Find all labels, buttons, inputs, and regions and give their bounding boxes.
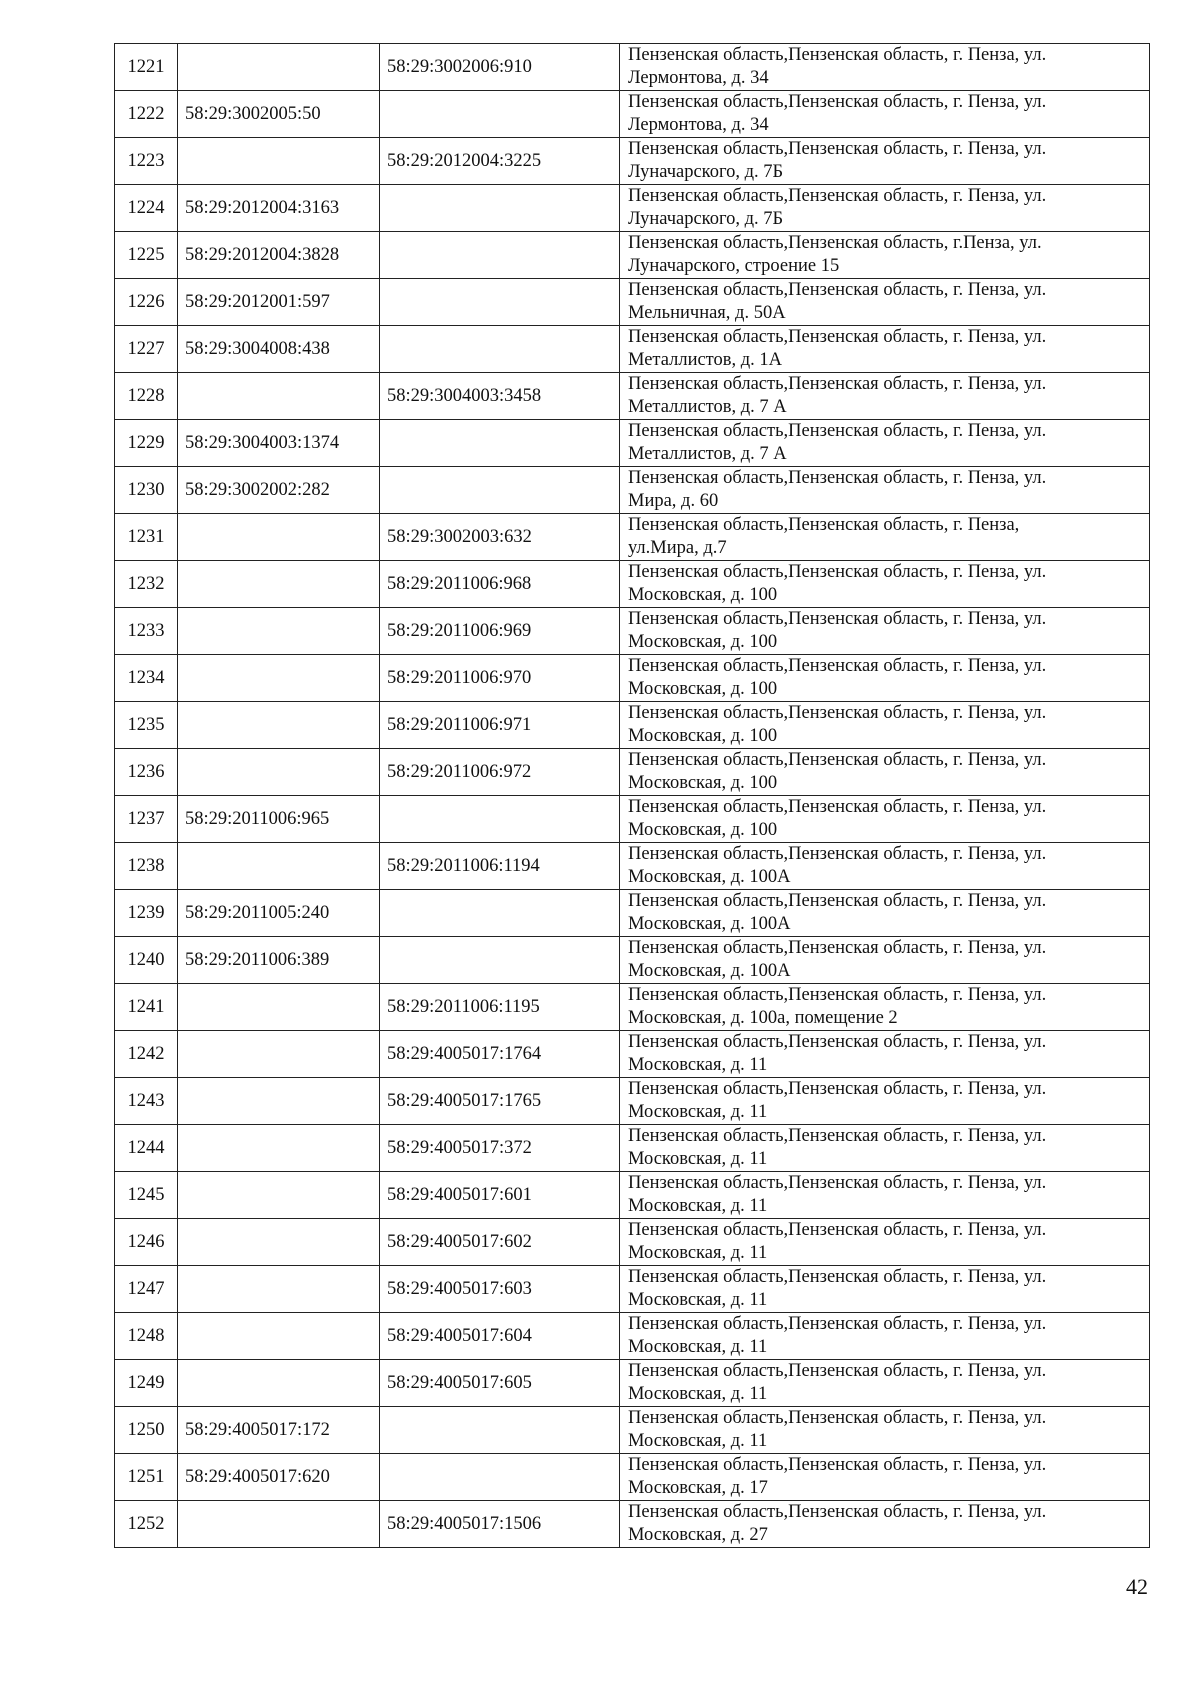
parcel-cadastral-cell — [178, 1219, 380, 1266]
address-cell — [620, 138, 1150, 185]
address-cell — [620, 1454, 1150, 1501]
address-line-2: Московская, д. 27 — [628, 1525, 768, 1545]
address-line-2: Луначарского, д. 7Б — [628, 209, 784, 229]
row-number-cell: 1234 — [115, 655, 178, 702]
address-line-2: Московская, д. 100 — [628, 820, 778, 840]
address-line-2: Московская, д. 11 — [628, 1055, 768, 1075]
table-row — [115, 655, 1150, 702]
building-cadastral-cell: 58:29:4005017:1765 — [380, 1078, 620, 1125]
parcel-cadastral-cell: 58:29:2012004:3828 — [178, 232, 380, 279]
row-number-cell: 1228 — [115, 373, 178, 420]
parcel-cadastral-cell — [178, 1313, 380, 1360]
row-number-cell: 1238 — [115, 843, 178, 890]
address-cell — [620, 561, 1150, 608]
address-line-2: Московская, д. 100 — [628, 726, 778, 746]
address-line-2: Московская, д. 100А — [628, 961, 791, 981]
row-number-cell: 1252 — [115, 1501, 178, 1548]
building-cadastral-cell — [380, 1454, 620, 1501]
address-line-1: Пензенская область,Пензенская область, г. Пенза, ул. — [628, 1126, 1047, 1146]
row-number-cell: 1224 — [115, 185, 178, 232]
address-line-1: Пензенская область,Пензенская область, г. Пенза, ул. — [628, 1502, 1047, 1522]
table-row — [115, 1454, 1150, 1501]
building-cadastral-cell: 58:29:2011006:1195 — [380, 984, 620, 1031]
row-number-cell: 1236 — [115, 749, 178, 796]
building-cadastral-cell — [380, 326, 620, 373]
parcel-cadastral-cell: 58:29:3002005:50 — [178, 91, 380, 138]
address-line-1: Пензенская область,Пензенская область, г. Пенза, ул. — [628, 45, 1047, 65]
parcel-cadastral-cell: 58:29:4005017:172 — [178, 1407, 380, 1454]
address-line-1: Пензенская область,Пензенская область, г. Пенза, ул. — [628, 1314, 1047, 1334]
address-cell — [620, 749, 1150, 796]
address-line-1: Пензенская область,Пензенская область, г. Пенза, ул. — [628, 92, 1047, 112]
address-cell — [620, 1501, 1150, 1548]
building-cadastral-cell: 58:29:2011006:972 — [380, 749, 620, 796]
table-row — [115, 1125, 1150, 1172]
parcel-cadastral-cell — [178, 843, 380, 890]
address-line-2: Лермонтова, д. 34 — [628, 115, 769, 135]
parcel-cadastral-cell — [178, 138, 380, 185]
row-number-cell: 1223 — [115, 138, 178, 185]
address-line-2: Московская, д. 11 — [628, 1290, 768, 1310]
table-row — [115, 232, 1150, 279]
row-number-cell: 1244 — [115, 1125, 178, 1172]
address-cell — [620, 702, 1150, 749]
table-row — [115, 561, 1150, 608]
page-number: 42 — [1126, 1574, 1148, 1599]
building-cadastral-cell: 58:29:2011006:971 — [380, 702, 620, 749]
address-line-1: Пензенская область,Пензенская область, г. Пенза, ул. — [628, 797, 1047, 817]
address-line-2: Московская, д. 11 — [628, 1102, 768, 1122]
row-number-cell: 1227 — [115, 326, 178, 373]
row-number-cell: 1231 — [115, 514, 178, 561]
address-line-1: Пензенская область,Пензенская область, г. Пенза, ул. — [628, 985, 1047, 1005]
address-line-1: Пензенская область,Пензенская область, г. Пенза, ул. — [628, 374, 1047, 394]
table-row — [115, 91, 1150, 138]
parcel-cadastral-cell: 58:29:2011006:389 — [178, 937, 380, 984]
building-cadastral-cell — [380, 279, 620, 326]
address-line-1: Пензенская область,Пензенская область, г. Пенза, ул. — [628, 1079, 1047, 1099]
address-cell — [620, 608, 1150, 655]
table-row — [115, 702, 1150, 749]
row-number-cell: 1247 — [115, 1266, 178, 1313]
address-line-1: Пензенская область,Пензенская область, г. Пенза, ул. — [628, 1220, 1047, 1240]
address-line-2: Мельничная, д. 50А — [628, 303, 786, 323]
parcel-cadastral-cell — [178, 702, 380, 749]
address-line-1: Пензенская область,Пензенская область, г. Пенза, ул. — [628, 609, 1047, 629]
parcel-cadastral-cell: 58:29:2012001:597 — [178, 279, 380, 326]
address-line-2: Московская, д. 11 — [628, 1196, 768, 1216]
building-cadastral-cell: 58:29:2011006:968 — [380, 561, 620, 608]
address-cell — [620, 373, 1150, 420]
parcel-cadastral-cell: 58:29:4005017:620 — [178, 1454, 380, 1501]
table-row — [115, 1219, 1150, 1266]
parcel-cadastral-cell — [178, 655, 380, 702]
address-cell — [620, 44, 1150, 91]
address-line-1: Пензенская область,Пензенская область, г. Пенза, ул. — [628, 139, 1047, 159]
parcel-cadastral-cell: 58:29:3004003:1374 — [178, 420, 380, 467]
address-line-1: Пензенская область,Пензенская область, г. Пенза, ул. — [628, 1408, 1047, 1428]
address-line-2: Металлистов, д. 7 А — [628, 397, 787, 417]
address-line-2: Московская, д. 11 — [628, 1337, 768, 1357]
table-row — [115, 1313, 1150, 1360]
address-line-1: Пензенская область,Пензенская область, г.Пенза, ул. — [628, 233, 1042, 253]
building-cadastral-cell: 58:29:2011006:969 — [380, 608, 620, 655]
address-cell — [620, 796, 1150, 843]
building-cadastral-cell: 58:29:4005017:372 — [380, 1125, 620, 1172]
parcel-cadastral-cell: 58:29:3004008:438 — [178, 326, 380, 373]
address-cell — [620, 984, 1150, 1031]
address-line-1: Пензенская область,Пензенская область, г. Пенза, ул. — [628, 1455, 1047, 1475]
table-row — [115, 1407, 1150, 1454]
table-row — [115, 326, 1150, 373]
address-line-2: Московская, д. 100А — [628, 867, 791, 887]
row-number-cell: 1251 — [115, 1454, 178, 1501]
address-cell — [620, 1125, 1150, 1172]
building-cadastral-cell: 58:29:4005017:602 — [380, 1219, 620, 1266]
row-number-cell: 1239 — [115, 890, 178, 937]
parcel-cadastral-cell — [178, 514, 380, 561]
table-row — [115, 1078, 1150, 1125]
table-row — [115, 937, 1150, 984]
parcel-cadastral-cell — [178, 984, 380, 1031]
address-line-1: Пензенская область,Пензенская область, г. Пенза, ул. — [628, 656, 1047, 676]
address-line-2: Луначарского, строение 15 — [628, 256, 840, 276]
address-line-2: Московская, д. 100 — [628, 632, 778, 652]
row-number-cell: 1249 — [115, 1360, 178, 1407]
address-line-2: Московская, д. 100 — [628, 773, 778, 793]
address-cell — [620, 1219, 1150, 1266]
building-cadastral-cell: 58:29:4005017:1506 — [380, 1501, 620, 1548]
address-line-2: Луначарского, д. 7Б — [628, 162, 784, 182]
table-row — [115, 843, 1150, 890]
address-cell — [620, 1172, 1150, 1219]
parcel-cadastral-cell: 58:29:2011006:965 — [178, 796, 380, 843]
building-cadastral-cell: 58:29:2012004:3225 — [380, 138, 620, 185]
address-cell — [620, 279, 1150, 326]
table-row — [115, 984, 1150, 1031]
address-cell — [620, 937, 1150, 984]
parcel-cadastral-cell — [178, 1031, 380, 1078]
address-line-1: Пензенская область,Пензенская область, г. Пенза, ул. — [628, 421, 1047, 441]
parcel-cadastral-cell — [178, 1172, 380, 1219]
building-cadastral-cell: 58:29:4005017:605 — [380, 1360, 620, 1407]
address-line-1: Пензенская область,Пензенская область, г. Пенза, ул. — [628, 280, 1047, 300]
address-cell — [620, 420, 1150, 467]
parcel-cadastral-cell — [178, 1501, 380, 1548]
building-cadastral-cell — [380, 937, 620, 984]
address-line-2: Московская, д. 11 — [628, 1243, 768, 1263]
address-line-1: Пензенская область,Пензенская область, г. Пенза, ул. — [628, 562, 1047, 582]
address-cell — [620, 326, 1150, 373]
row-number-cell: 1226 — [115, 279, 178, 326]
registry-table — [114, 43, 1150, 1548]
row-number-cell: 1222 — [115, 91, 178, 138]
table-row — [115, 467, 1150, 514]
row-number-cell: 1245 — [115, 1172, 178, 1219]
row-number-cell: 1225 — [115, 232, 178, 279]
parcel-cadastral-cell — [178, 749, 380, 796]
address-line-1: Пензенская область,Пензенская область, г. Пенза, ул. — [628, 1267, 1047, 1287]
address-cell — [620, 91, 1150, 138]
parcel-cadastral-cell — [178, 1360, 380, 1407]
address-cell — [620, 514, 1150, 561]
address-line-1: Пензенская область,Пензенская область, г. Пенза, ул. — [628, 891, 1047, 911]
building-cadastral-cell — [380, 420, 620, 467]
building-cadastral-cell: 58:29:2011006:1194 — [380, 843, 620, 890]
address-cell — [620, 1078, 1150, 1125]
address-line-1: Пензенская область,Пензенская область, г. Пенза, ул. — [628, 844, 1047, 864]
building-cadastral-cell — [380, 1407, 620, 1454]
table-row — [115, 1360, 1150, 1407]
parcel-cadastral-cell: 58:29:2011005:240 — [178, 890, 380, 937]
building-cadastral-cell: 58:29:4005017:604 — [380, 1313, 620, 1360]
row-number-cell: 1246 — [115, 1219, 178, 1266]
parcel-cadastral-cell — [178, 44, 380, 91]
table-row — [115, 1501, 1150, 1548]
address-cell — [620, 655, 1150, 702]
row-number-cell: 1248 — [115, 1313, 178, 1360]
parcel-cadastral-cell: 58:29:3002002:282 — [178, 467, 380, 514]
row-number-cell: 1241 — [115, 984, 178, 1031]
address-cell — [620, 1360, 1150, 1407]
table-row — [115, 608, 1150, 655]
address-line-1: Пензенская область,Пензенская область, г. Пенза, ул. — [628, 938, 1047, 958]
address-cell — [620, 890, 1150, 937]
table-row — [115, 796, 1150, 843]
address-line-1: Пензенская область,Пензенская область, г. Пенза, ул. — [628, 186, 1047, 206]
address-line-2: Лермонтова, д. 34 — [628, 68, 769, 88]
building-cadastral-cell: 58:29:3004003:3458 — [380, 373, 620, 420]
address-cell — [620, 467, 1150, 514]
row-number-cell: 1240 — [115, 937, 178, 984]
table-row — [115, 420, 1150, 467]
parcel-cadastral-cell — [178, 1266, 380, 1313]
address-line-2: ул.Мира, д.7 — [628, 538, 727, 558]
building-cadastral-cell — [380, 185, 620, 232]
row-number-cell: 1242 — [115, 1031, 178, 1078]
address-line-2: Металлистов, д. 7 А — [628, 444, 787, 464]
parcel-cadastral-cell — [178, 1125, 380, 1172]
registry-table-body — [115, 44, 1150, 1548]
building-cadastral-cell — [380, 467, 620, 514]
building-cadastral-cell — [380, 91, 620, 138]
address-line-1: Пензенская область,Пензенская область, г. Пенза, ул. — [628, 327, 1047, 347]
parcel-cadastral-cell: 58:29:2012004:3163 — [178, 185, 380, 232]
row-number-cell: 1230 — [115, 467, 178, 514]
address-line-2: Металлистов, д. 1А — [628, 350, 783, 370]
parcel-cadastral-cell — [178, 608, 380, 655]
table-row — [115, 514, 1150, 561]
address-line-2: Московская, д. 100 — [628, 679, 778, 699]
building-cadastral-cell: 58:29:4005017:601 — [380, 1172, 620, 1219]
building-cadastral-cell — [380, 796, 620, 843]
parcel-cadastral-cell — [178, 1078, 380, 1125]
table-row — [115, 1172, 1150, 1219]
table-row — [115, 1266, 1150, 1313]
row-number-cell: 1237 — [115, 796, 178, 843]
address-cell — [620, 1266, 1150, 1313]
table-row — [115, 890, 1150, 937]
address-cell — [620, 843, 1150, 890]
row-number-cell: 1221 — [115, 44, 178, 91]
building-cadastral-cell: 58:29:3002003:632 — [380, 514, 620, 561]
address-line-2: Московская, д. 100А — [628, 914, 791, 934]
building-cadastral-cell — [380, 232, 620, 279]
parcel-cadastral-cell — [178, 373, 380, 420]
address-line-2: Московская, д. 11 — [628, 1431, 768, 1451]
parcel-cadastral-cell — [178, 561, 380, 608]
address-line-1: Пензенская область,Пензенская область, г. Пенза, ул. — [628, 468, 1047, 488]
address-line-1: Пензенская область,Пензенская область, г. Пенза, ул. — [628, 750, 1047, 770]
address-line-1: Пензенская область,Пензенская область, г. Пенза, — [628, 515, 1020, 535]
table-row — [115, 373, 1150, 420]
row-number-cell: 1250 — [115, 1407, 178, 1454]
address-line-1: Пензенская область,Пензенская область, г. Пенза, ул. — [628, 1032, 1047, 1052]
building-cadastral-cell: 58:29:4005017:603 — [380, 1266, 620, 1313]
address-line-2: Московская, д. 100а, помещение 2 — [628, 1008, 898, 1028]
building-cadastral-cell: 58:29:3002006:910 — [380, 44, 620, 91]
row-number-cell: 1235 — [115, 702, 178, 749]
table-row — [115, 44, 1150, 91]
building-cadastral-cell: 58:29:2011006:970 — [380, 655, 620, 702]
table-row — [115, 1031, 1150, 1078]
address-cell — [620, 232, 1150, 279]
address-cell — [620, 1407, 1150, 1454]
row-number-cell: 1229 — [115, 420, 178, 467]
address-line-1: Пензенская область,Пензенская область, г. Пенза, ул. — [628, 1361, 1047, 1381]
building-cadastral-cell — [380, 890, 620, 937]
address-cell — [620, 1031, 1150, 1078]
row-number-cell: 1243 — [115, 1078, 178, 1125]
address-line-1: Пензенская область,Пензенская область, г. Пенза, ул. — [628, 703, 1047, 723]
row-number-cell: 1233 — [115, 608, 178, 655]
address-line-2: Московская, д. 100 — [628, 585, 778, 605]
building-cadastral-cell: 58:29:4005017:1764 — [380, 1031, 620, 1078]
address-line-2: Московская, д. 11 — [628, 1384, 768, 1404]
row-number-cell: 1232 — [115, 561, 178, 608]
table-row — [115, 749, 1150, 796]
table-row — [115, 279, 1150, 326]
table-row — [115, 185, 1150, 232]
address-line-2: Московская, д. 17 — [628, 1478, 768, 1498]
address-cell — [620, 1313, 1150, 1360]
table-row — [115, 138, 1150, 185]
address-cell — [620, 185, 1150, 232]
address-line-1: Пензенская область,Пензенская область, г. Пенза, ул. — [628, 1173, 1047, 1193]
address-line-2: Мира, д. 60 — [628, 491, 719, 511]
address-line-2: Московская, д. 11 — [628, 1149, 768, 1169]
